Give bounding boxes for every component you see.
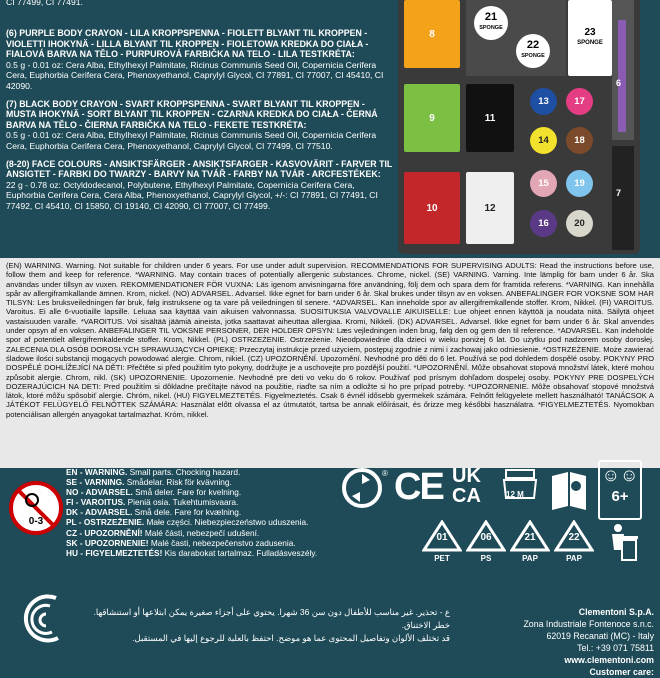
color-block-12 <box>466 172 514 244</box>
recycle-label: PAP <box>566 554 582 563</box>
company-line: 62019 Recanati (MC) - Italy <box>546 631 654 641</box>
section-body: 0.5 g - 0.01 oz: Cera Alba, Ethylhexyl Palmitate, Ricinus Communis Seed Oil, Copernicia Cerifera Cera, Euphorbia Cerifera Cera, Phenoxyethanol, Caprylyl Glycol, CI 77891, CI 77007, CI 45410, CI 42090. <box>6 59 384 91</box>
bin-disposal-icon <box>604 522 640 566</box>
crayon-number: 6 <box>616 78 622 88</box>
section-title: (8-20) FACE COLOURS - ANSIKTSFÄRGER - ANSIKTSFARGER - KASVOVÄRIT - FARVER TIL ANSIGTET - FARBKI DO TWARZY - BARVY NA TVÁŘ - FARBY NA TVÁR - ARCFESTÉKEK: <box>6 158 393 180</box>
company-name: Clementoni S.p.A. <box>578 607 654 617</box>
section-face-colours <box>6 159 394 212</box>
arabic-line: ع - تحذير. غير مناسب للأطفال دون سن 36 شهرا. يحتوي على أجزاء صغيرة يمكن ابتلاعها أو استنشاقها. خطر الاختناق. <box>93 607 450 630</box>
age-icon <box>598 460 642 520</box>
figures-icon: ☺☺ <box>601 465 639 485</box>
dot-number: 20 <box>574 218 585 229</box>
recycle-number: 22 <box>568 532 580 543</box>
color-dot-15 <box>530 170 557 197</box>
top-strip-text: CI 77499, CI 77491. <box>6 0 83 7</box>
section-black-crayon <box>6 99 394 152</box>
warnings-text: (EN) WARNING. Warning. Not suitable for children under 6 years. For use under adult supervision. RECOMMENDATIONS FOR SUPERVISING ADULTS: Read the instructions before use, follow them and keep for reference. *WARNING. May contain traces of potentially allergenic substances. Chrome, nickel. (SE) VARNING. Varning. Inte lämplig för barn under 6 år. Ska användas under tillsyn av vuxen. REKOMMENDATIONER FÖR VUXNA: Läs igenom anvisningarna före användning, följ dem och spara dem för framtida referens. *VARNING. Kan innehålla spår av allergiframkallande ämnen. Krom, nickel. (NO) ADVARSEL. Advarsel. Ikke egnet for barn under 6 år. Skal brukes under tilsyn av en voksen. ANBEFALINGER FOR VOKSNE SOM HAR TILSYN: Les bruksveiledningen før bruk, følg instruksene og ta vare på veiledningen til senere. *ADVARSEL. Kan inneholde spor av allergifremkallende stoffer. Krom, Nikkel. (FI) VAROITUS. Varoitus. Ei alle 6-vuotiaille lapsille. Leluaa saa käyttää vain aikuisen valvonnassa. SUOSITUKSIA VALVOVALLE AIKUISELLE: Lue ohjeet ennen käyttöä ja noudata niitä. Säilytä ohjeet vastaisuuden varalle. *VAROITUS. Voi sisältää jäämiä aineista, jotka saattavat aiheuttaa allergiaa. Kromi, Nikkeli. (DK) ADVARSEL. Advarsel. Ikke egnet for børn under 6 år. Skal anvendes under opsyn af en voksen. ANBEFALINGER TIL VOKSNE PERSONER, DER HOLDER OPSYN: Læs vejledningen inden brug, følg den og gem den til reference. *ADVARSEL. Kan indeholde spor af potentielt allergifremkaldende stoffer. Krom, Nikkel. (PL) OSTRZEŻENIE. Ostrzeżenie. Nieodpowiednie dla dzieci w wieku poniżej 6 lat. Do użytku pod nadzorem osoby dorosłej. ZALECENIA DLA OSÓB DOROSŁYCH SPRAWUJĄCYCH OPIEKĘ: Przeczytaj instrukcje przed użyciem, postępuj zgodnie z nimi i zachowaj jako odniesienie. *OSTRZEŻENIE. Może zawierać śladowe ilości substancji mogących powodować alergie. Chrom, nikiel. (CZ) UPOZORNĚNÍ. Upozornění. Nevhodné pro děti do 6 let. Používá se pod dohledem dospělé osoby. POKYNY PRO DOSPĚLÉ DOHLÍŽEJÍCÍ NA DĚTI: Přečtěte si před použitím tyto pokyny, dodržujte je a uschovejte pro pozdější použití. *UPOZORNĚNÍ. Může obsahovat stopová množství látek, které mohou způsobit alergie. Chrom, nikl. (SK) UPOZORNENIE. Upozornenie. Nevhodné pre deti vo veku do 6 rokov. Používať pod prísnym dohľadom dospelej osoby. POKYNY PRE DOSPELÝCH DOZERAJÚCICH NA DETI: Pred použitím si dôkladne prečítajte návod na použitie, riaďte sa ním a odložte si ho pre prípad potreby. *UPOZORNENIE. Môže obsahovať stopové množstvá látok, ktoré môžu spôsobiť alergie. Chróm, nikel. (HU) FIGYELMEZTETÉS. Figyelmeztetés. Csak 6 évnél idősebb gyermekek számára. Felnőtt felügyelete mellett használható! TANÁCSOK A JÁTÉKOT FELÜGYELŐ FELNŐTTEK SZÁMÁRA: Használat előtt olvassa el az útmutatót, tartsa be annak előírásait, és őrizze meg későbbi használatra. *FIGYELMEZTETÉS. Nyomokban potenciálisan allergén anyagokat tartalmazhat. Króm, nikkel. <box>6 261 654 419</box>
dot-number: 18 <box>574 135 585 146</box>
ukca-bottom: CA <box>452 485 481 507</box>
crayon-number: 7 <box>616 188 622 198</box>
section-purple-crayon <box>6 28 394 92</box>
color-dot-14 <box>530 127 557 154</box>
color-dot-17 <box>566 88 593 115</box>
dot-number: 19 <box>574 178 585 189</box>
dot-number: 16 <box>538 218 549 229</box>
pao-label: 12 M <box>506 490 524 499</box>
section-title: (6) PURPLE BODY CRAYON - LILA KROPPSPENNA - FIOLETT BLYANT TIL KROPPEN - VIOLETTI IHOKYNÄ - LILLA BLYANT TIL KROPPEN - FIOLETOWA KREDKA DO CIAŁA - FIALOVÁ BARVA NA TĚLO - PURPUROVÁ FARBIČKA NA TELO - LILA TESTKRÉTA: <box>6 28 369 60</box>
company-phone: Tel.: +39 071 75811 <box>577 643 654 653</box>
block-number: 9 <box>429 112 435 124</box>
age-label: 6+ <box>611 488 629 505</box>
color-block-11 <box>466 84 514 152</box>
dot-number: 17 <box>574 96 585 107</box>
makeup-palette <box>398 0 640 254</box>
recycle-number: 01 <box>436 532 448 543</box>
color-dot-18 <box>566 127 593 154</box>
sponge-label: SPONGE <box>577 40 603 46</box>
color-dot-19 <box>566 170 593 197</box>
ukca-mark-icon <box>452 466 481 506</box>
recycling-pap-21 <box>510 520 550 563</box>
sponge-number: 22 <box>526 39 540 51</box>
sponge-21 <box>474 6 508 40</box>
ukca-top: UK <box>452 465 481 487</box>
recycle-number: 06 <box>480 532 492 543</box>
recycle-label: PAP <box>522 554 538 563</box>
svg-text:®: ® <box>382 469 388 478</box>
warning-line: PL - OSTRZEŻENIE. Małe części. Niebezpieczeństwo uduszenia. <box>66 517 309 528</box>
company-address <box>476 606 654 678</box>
warning-line: CZ - UPOZORNĚNÍ! Malé části, nebezpečí udušení. <box>66 527 260 538</box>
block-number: 12 <box>484 202 496 214</box>
arabic-warning <box>90 606 450 645</box>
recycle-number: 21 <box>524 532 536 543</box>
crayon-6 <box>618 20 626 132</box>
section-title: (7) BLACK BODY CRAYON - SVART KROPPSPENNA - SVART BLYANT TIL KROPPEN - MUSTA IHOKYNÄ - SORT BLYANT TIL KROPPEN - CZARNA KREDKA DO CIAŁA - ČERNÁ BARVA NA TĚLO - ČIERNA FARBIČKA NA TELO - FEKETE TESTKRÉTA: <box>6 98 378 130</box>
block-number: 8 <box>429 28 435 40</box>
color-block-9 <box>404 84 460 152</box>
pao-jar-icon <box>500 466 540 512</box>
crayon-slot-7 <box>612 146 634 250</box>
ingredients-list <box>6 28 394 219</box>
color-block-8 <box>404 0 460 68</box>
small-parts-warnings <box>66 467 366 558</box>
recycling-pap-22 <box>554 520 594 563</box>
read-instructions-icon <box>548 466 590 512</box>
color-dot-20 <box>566 210 593 237</box>
warning-line: EN - WARNING. Small parts. Chocking hazard. <box>66 467 241 477</box>
warnings-block <box>0 258 660 468</box>
dot-number: 13 <box>538 96 549 107</box>
warning-line: SK - UPOZORNENIE! Malé časti, nebezpečenstvo zadusenia. <box>66 537 296 548</box>
section-body: 22 g - 0.78 oz: Octyldodecanol, Polybutene, Ethylhexyl Palmitate, Copernicia Cerifera Cera, Euphorbia Cerifera Cera, Cera Alba, Phenoxyethanol, Caprylyl Glycol, +/-: CI 77891, CI 77491, CI 77492, CI 45410, CI 15850, CI 19140, CI 42090, CI 77007, CI 77499. <box>6 179 378 211</box>
dot-number: 15 <box>538 178 549 189</box>
ce-mark-icon: CE <box>394 466 443 508</box>
hazard-age: 0-3 <box>28 516 44 527</box>
recycle-label: PET <box>434 554 450 563</box>
sponge-label: SPONGE <box>479 25 503 31</box>
warning-line: SE - VARNING. Smådelar. Risk för kvävning. <box>66 477 232 488</box>
block-number: 10 <box>426 202 438 214</box>
color-dot-13 <box>530 88 557 115</box>
color-block-10 <box>404 172 460 244</box>
recycle-label: PS <box>480 554 492 563</box>
sponge-number: 23 <box>584 27 596 38</box>
recycling-pet <box>422 520 462 563</box>
choking-hazard-icon <box>8 480 64 536</box>
color-dot-16 <box>530 210 557 237</box>
sponge-number: 21 <box>484 11 498 23</box>
recycling-ps <box>466 520 506 563</box>
arabic-line: قد تختلف الألوان وتفاصيل المحتوى عما هو موضح. احتفظ بالعلبة للرجوع إليها في المستقبل. <box>132 633 450 643</box>
company-line: Zona Industriale Fontenoce s.n.c. <box>523 619 654 629</box>
customer-care-label: Customer care: <box>589 667 654 677</box>
warning-line: DK - ADVARSEL. Små dele. Fare for kvælning. <box>66 507 242 518</box>
block-number: 11 <box>484 112 496 124</box>
warning-line: FI - VAROITUS. Pieniä osia. Tukehtumisvaara. <box>66 497 239 508</box>
recycle-loop-icon <box>338 464 388 512</box>
sponge-22 <box>516 34 550 68</box>
dot-number: 14 <box>538 135 549 146</box>
warning-line: HU - FIGYELMEZTETÉS! Kis darabokat tartalmaz. Fulladásveszély. <box>66 547 318 558</box>
ingredients-area <box>0 0 660 258</box>
clementoni-logo-icon <box>16 590 68 650</box>
section-body: 0.5 g - 0.01 oz: Cera Alba, Ethylhexyl Palmitate, Ricinus Communis Seed Oil, Copernicia Cerifera Cera, Euphorbia Cerifera Cera, Phenoxyethanol, Caprylyl Glycol, CI 77499, CI 77510. <box>6 130 377 151</box>
company-website[interactable]: www.clementoni.com <box>564 655 654 665</box>
sponge-23 <box>568 0 612 76</box>
sponge-label: SPONGE <box>521 53 545 59</box>
warning-line: NO - ADVARSEL. Små deler. Fare for kvelning. <box>66 487 242 498</box>
